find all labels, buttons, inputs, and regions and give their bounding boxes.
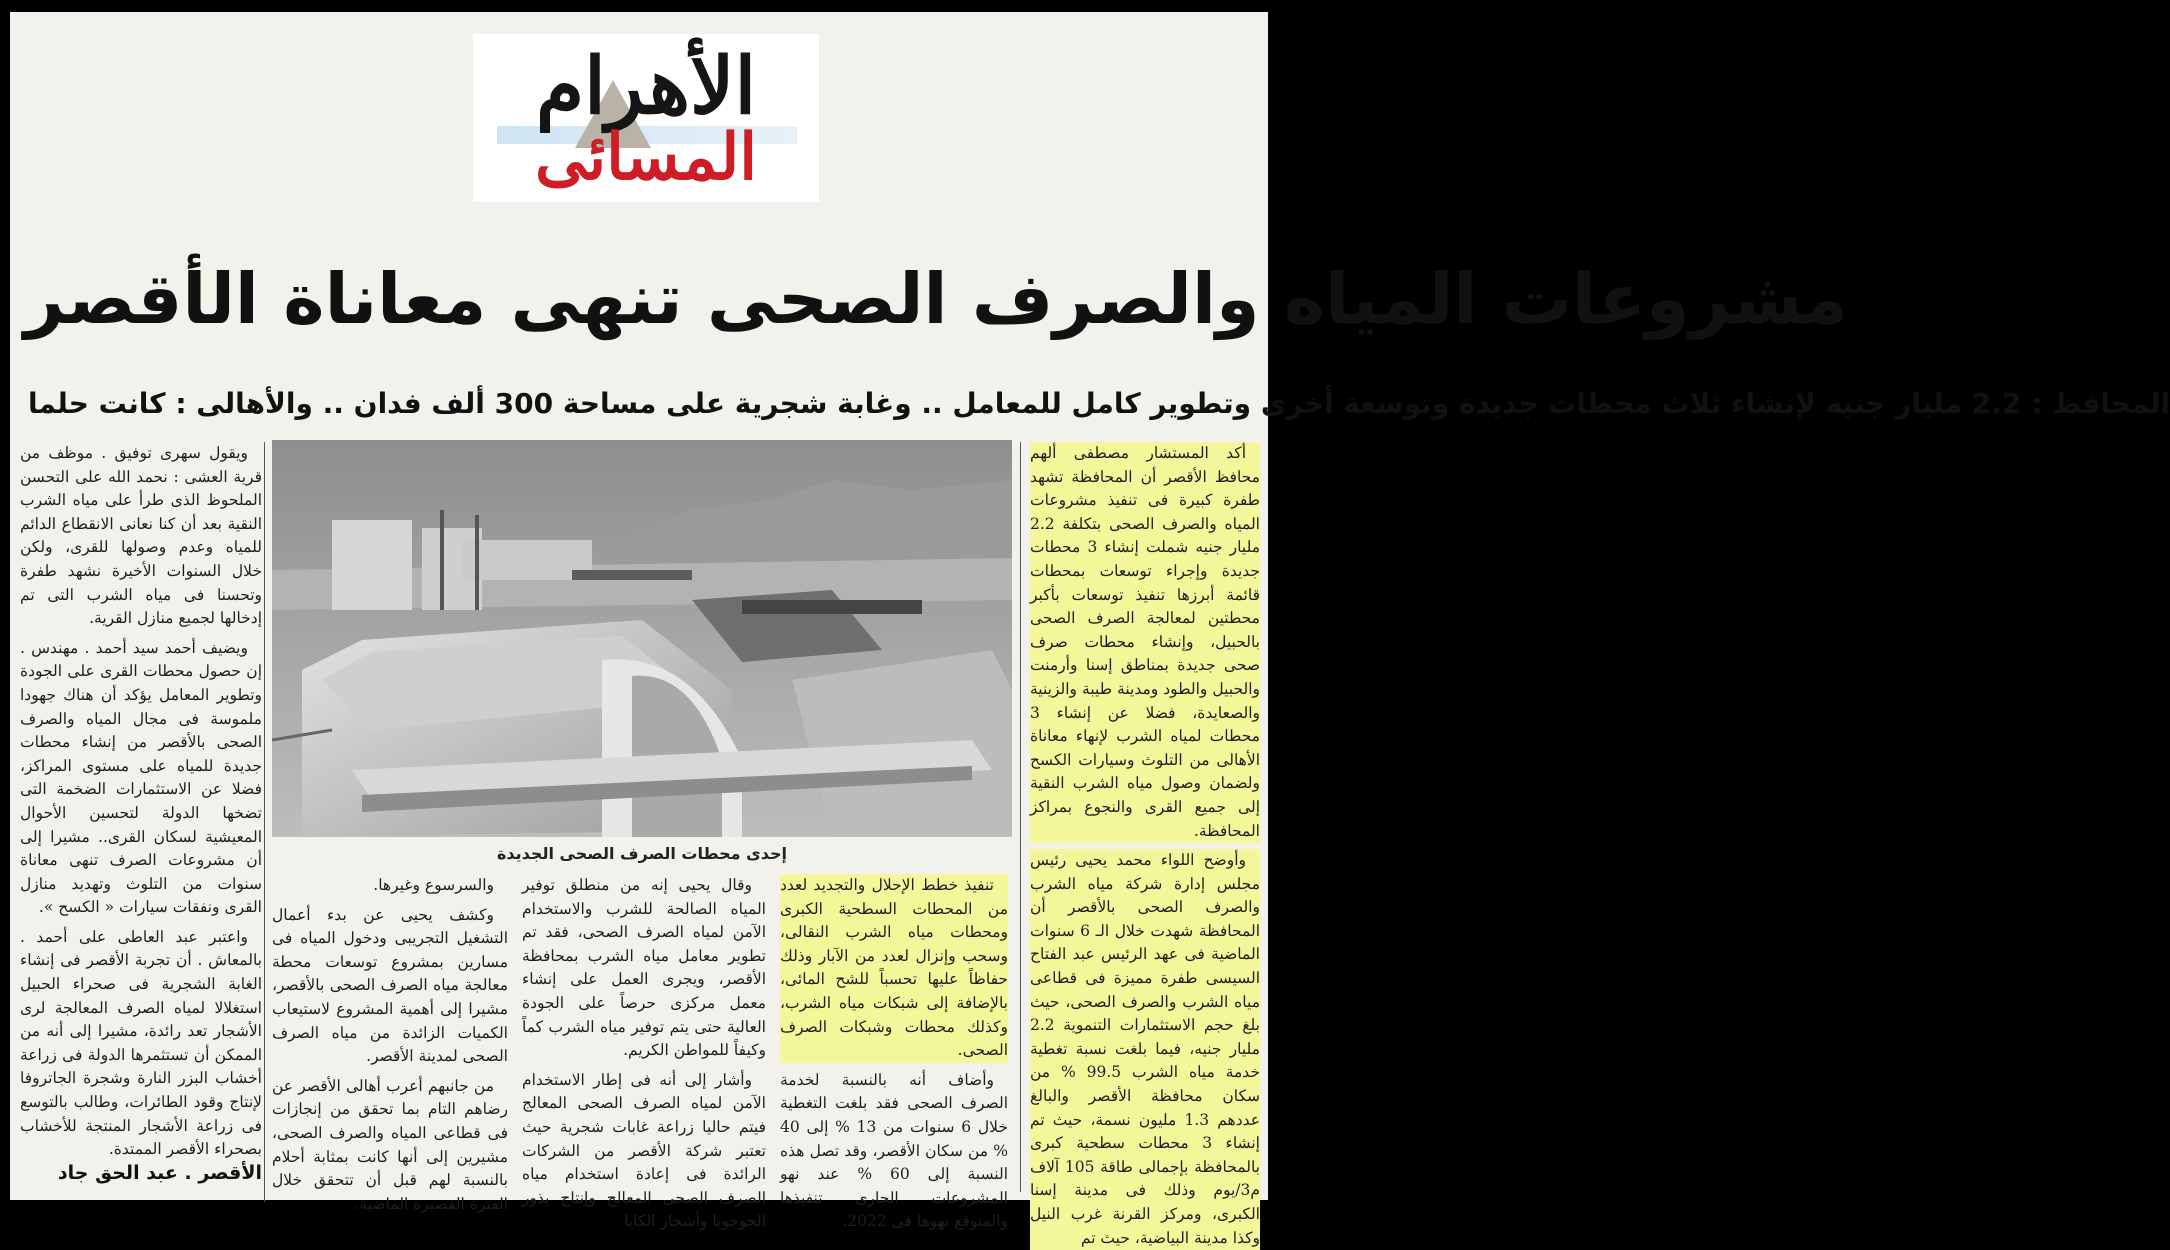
paragraph: واعتبر عبد العاطى على أحمد . بالمعاش . أن تجربة الأقصر فى إنشاء الغابة الشجرية فى صحراء الحبيل استغلالا لمياه الصرف المعالجة لرى الأشجار تعد رائدة، مشيرا إلى أنه من الممكن أن تستثمرها الدولة فى زراعة أخشاب البزر النارة وشجرة الجاتروفا لإنتاج وقود الطائرات، وطالب بالتوسع فى زراعة الأشجار المنتجة للأخشاب بصحراء الأقصر الممتدة. [20,927,262,1159]
newspaper-page [10,12,2170,1247]
paragraph: وأضاف أنه بالنسبة لخدمة الصرف الصحى فقد بلغت التغطية خلال 6 سنوات من 13 % إلى 40 % من سكان الأقصر، وقد تصل هذه النسبة إلى 60 % عند نهو المشروعات الجارى تنفيذها والمتوقع نهوها فى 2022. [780,1070,1008,1231]
photo-illustration [272,440,1012,837]
article-column-3 [522,874,766,1231]
article-byline: الأقصر . عبد الحق جاد [57,1162,262,1184]
masthead-logo [473,34,819,202]
paragraph: من جانبهم أعرب أهالى الأقصر عن رضاهم التام بما تحقق من إنجازات فى قطاعى المياه والصرف الصحى، مشيرين إلى أنها كانت بمثابة أحلام بالنسبة لهم قبل أن تتحقق خلال الفترة القصيرة الماضية. [272,1076,508,1213]
article-subheadline: المحافظ : 2.2 مليار جنيه لإنشاء ثلاث محطات جديدة وتوسعة أخرى وتطوير كامل للمعامل .. وغابة شجرية على مساحة 300 ألف فدان .. والأهالى : كانت حلما [28,387,2170,420]
paragraph: ويقول سهرى توفيق . موظف من قرية العشى : نحمد الله على التحسن الملحوظ الذى طرأ على مياه الشرب النقية بعد أن كنا نعانى الانقطاع الدائم للمياه وعدم وصولها للقرى، ولكن خلال السنوات الأخيرة نشهد طفرة وتحسنا فى مياه الشرب التى تم إدخالها لجميع منازل القرية. [20,444,262,628]
paragraph: وأشار إلى أنه فى إطار الاستخدام الآمن لمياه الصرف الصحى المعالج فيتم حاليا زراعة غابات شجرية حيث تعتبر شركة الأقصر من الشركات الرائدة فى إعادة استخدام مياه الصرف الصحى المعالج وإنتاج بذور الجوجوبا وأشجار الكايا [522,1070,766,1231]
article-column-4 [272,874,508,1213]
paragraph: أكد المستشار مصطفى ألهم محافظ الأقصر أن المحافظة تشهد طفرة كبيرة فى تنفيذ مشروعات المياه والصرف الصحى بتكلفة 2.2 مليار جنيه شملت إنشاء 3 محطات جديدة وإجراء توسعات بمحطات قائمة أبرزها تنفيذ توسعات بأكبر محطتين لمعالجة الصرف الصحى بالحبيل، وإنشاء محطات صرف صحى جديدة بمناطق إسنا وأرمنت والحبيل والطود ومدينة طيبة والزينية والصعايدة، فضلا عن إنشاء 3 محطات لمياه الشرب لإنهاء معاناة الأهالى من التلوث وسيارات الكسح ولضمان وصول مياه الشرب النقية إلى جميع القرى والنجوع بمراكز المحافظة. [1030,442,1260,843]
masthead-top-word: الأهرام [535,41,757,132]
masthead-bottom-word: المسائى [534,120,758,195]
paragraph: وقال يحيى إنه من منطلق توفير المياه الصالحة للشرب والاستخدام الآمن لمياه الصرف الصحى، فقد تم تطوير معامل مياه الشرب بمحافظة الأقصر، ويجرى العمل على إنشاء معمل مركزى حرصاً على الجودة العالية حتى يتم توفير مياه الشرب كماً وكيفاً للمواطن الكريم. [522,876,766,1060]
column-divider [1020,442,1021,1192]
article-column-2 [780,874,1008,1231]
wastewater-station-photo [272,440,1012,837]
photo-caption: إحدى محطات الصرف الصحى الجديدة [496,844,788,863]
article-column-5 [20,442,262,1157]
paragraph: والسرسوع وغيرها. [373,876,494,894]
paragraph: ويضيف أحمد سيد أحمد . مهندس . إن حصول محطات القرى على الجودة وتطوير المعامل يؤكد أن هناك جهودا ملموسة فى مجال المياه والصرف الصحى بالأقصر من إنشاء محطات جديدة للمياه على مستوى المراكز، فضلا عن الاستثمارات الضخمة التى تضخها الدولة لتحسين الأحوال المعيشية لسكان القرى.. مشيرا إلى أن مشروعات الصرف تنهى معاناة سنوات من التلوث وتهديد منازل القرى ونفقات سيارات « الكسح ». [20,638,262,917]
paragraph: وأوضح اللواء محمد يحيى رئيس مجلس إدارة شركة مياه الشرب والصرف الصحى بالأقصر أن المحافظة شهدت خلال الـ 6 سنوات الماضية فى عهد الرئيس عبد الفتاح السيسى طفرة مميزة فى قطاعى مياه الشرب والصرف الصحى، حيث بلغ حجم الاستثمارات التنموية 2.2 مليار جنيه، فيما بلغت نسبة تغطية خدمة مياه الشرب 99.5 % من سكان محافظة الأقصر والبالغ عددهم 1.3 مليون نسمة، حيث تم إنشاء 3 محطات سطحية كبرى بالمحافظة بإجمالى طاقة 105 آلاف م3/يوم وذلك فى مدينة إسنا الكبرى، ومركز القرنة غرب النيل وكذا مدينة البياضية، حيث تم [1030,849,1260,1250]
column-divider [264,442,265,1202]
paragraph: وكشف يحيى عن بدء أعمال التشغيل التجريبى ودخول المياه فى مسارين بمشروع توسعات محطة معالجة مياه الصرف الصحى بالأقصر، مشيرا إلى أهمية المشروع لاستيعاب الكميات الزائدة من مياه الصرف الصحى لمدينة الأقصر. [272,905,508,1066]
article-column-1 [1030,442,1261,1247]
paragraph: تنفيذ خطط الإحلال والتجديد لعدد من المحطات السطحية الكبرى ومحطات مياه الشرب النقالى، وسحب وإنزال لعدد من الآبار وذلك حفاظاً عليها تحسباً للشح المائى، بالإضافة إلى شبكات مياه الشرب، وكذلك محطات وشبكات الصرف الصحى. [780,874,1008,1063]
article-headline: مشروعات المياه والصرف الصحى تنهى معاناة الأقصر [24,258,1848,340]
